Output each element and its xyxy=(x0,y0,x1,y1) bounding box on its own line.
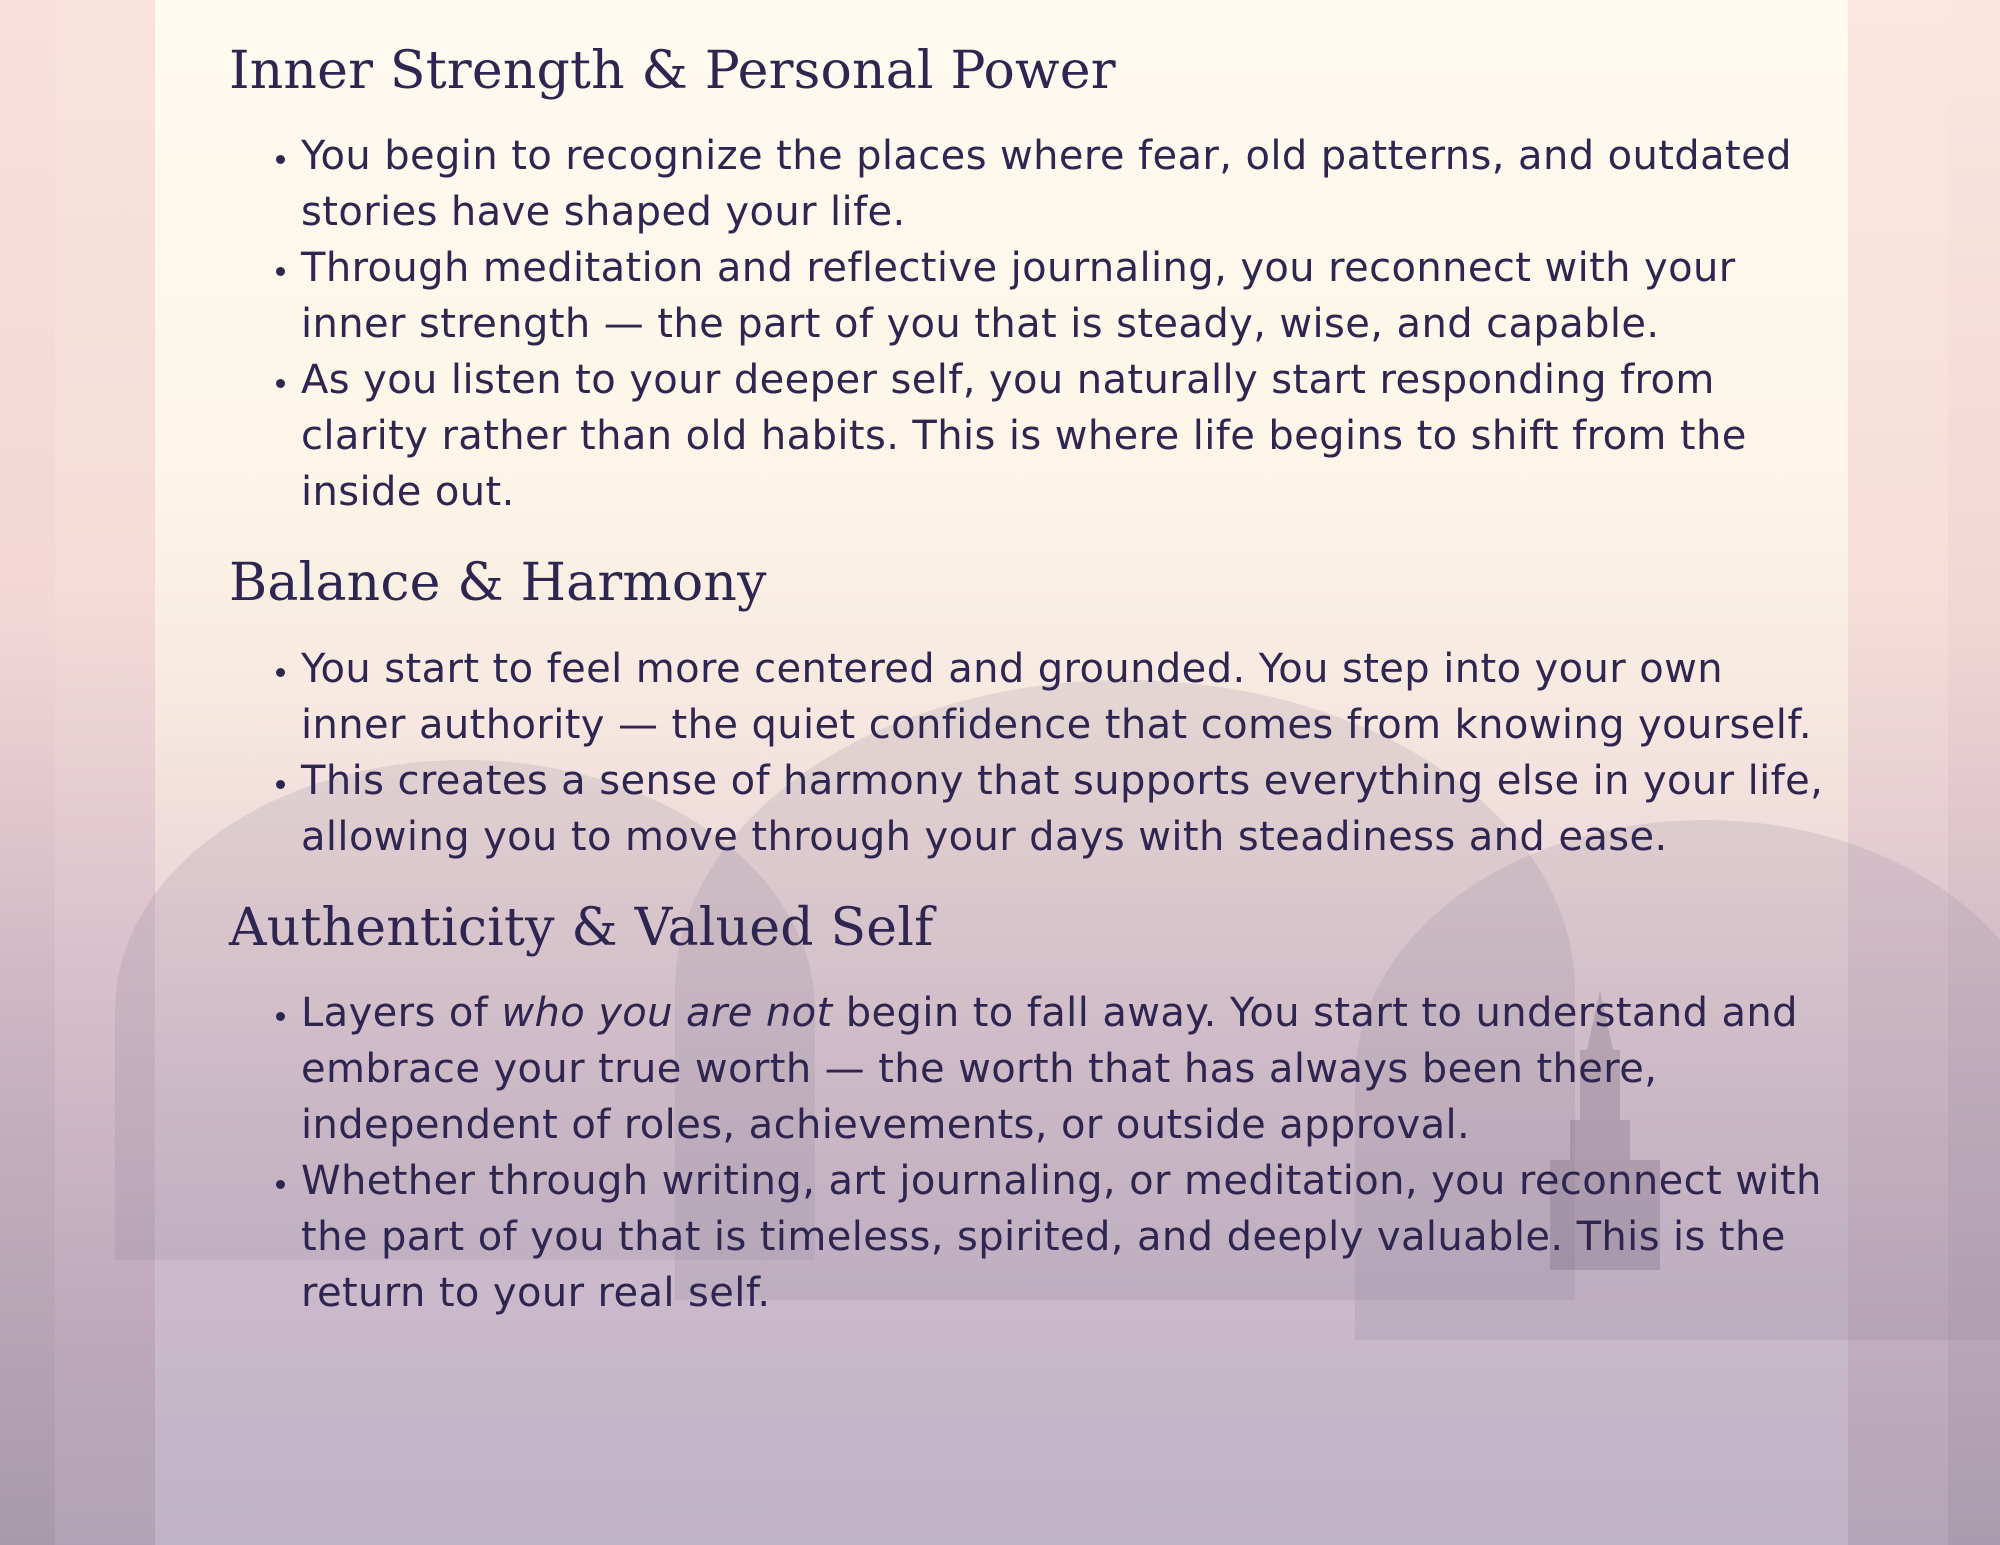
list-item: • This creates a sense of harmony that supports everything else in your life, allowing you to move through your days with steadiness and ease. xyxy=(301,753,1829,865)
bullet-list-authenticity xyxy=(229,985,1829,1321)
list-item-text: begin to fall away. You start to understand and embrace your true worth — the worth that has always been there, independent of roles, achievements, or outside approval. xyxy=(301,990,1798,1149)
list-item: • You start to feel more centered and grounded. You step into your own inner authority — the quiet confidence that comes from knowing yourself. xyxy=(301,641,1829,753)
list-item: • Through meditation and reflective journaling, you reconnect with your inner strength — the part of you that is steady, wise, and capable. xyxy=(301,240,1829,352)
bullet-list-inner-strength xyxy=(229,128,1829,520)
list-item-text: Layers of xyxy=(301,990,502,1037)
list-item: • As you listen to your deeper self, you naturally start responding from clarity rather than old habits. This is where life begins to shift from the inside out. xyxy=(301,352,1829,520)
list-item: • You begin to recognize the places where fear, old patterns, and outdated stories have shaped your life. xyxy=(301,128,1829,240)
emphasis-text: who you are not xyxy=(501,990,833,1037)
section-heading-authenticity: Authenticity & Valued Self xyxy=(229,897,934,958)
section-heading-inner-strength: Inner Strength & Personal Power xyxy=(229,41,1116,101)
bullet-list-balance xyxy=(229,641,1829,865)
decorative-strip-left xyxy=(55,0,155,1545)
article-content xyxy=(229,40,1829,1353)
background-edge-left xyxy=(0,0,55,1545)
list-item xyxy=(301,985,1829,1153)
section-heading-balance: Balance & Harmony xyxy=(229,553,767,614)
list-item: • Whether through writing, art journaling, or meditation, you reconnect with the part of you that is timeless, spirited, and deeply valuable. This is the return to your real self. xyxy=(301,1153,1829,1321)
